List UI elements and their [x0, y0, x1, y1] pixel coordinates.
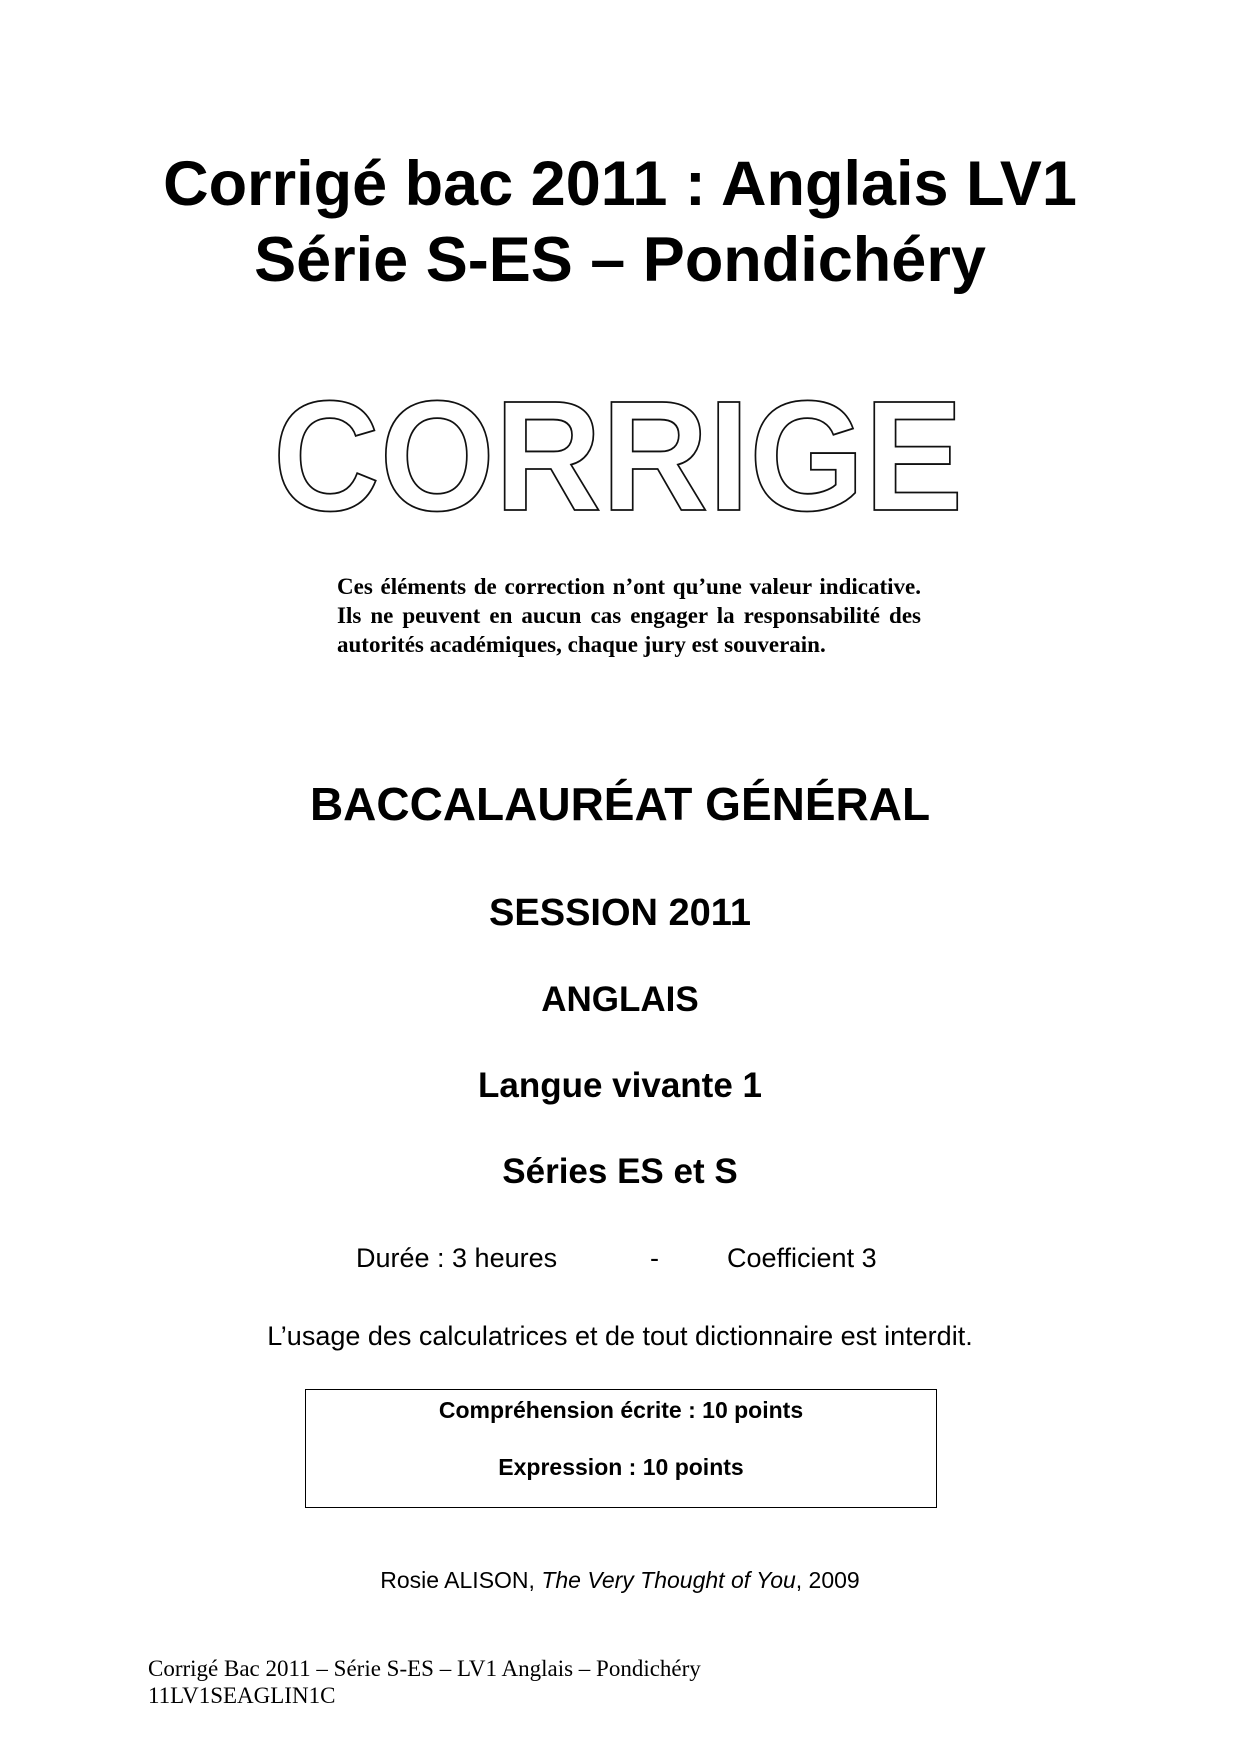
- corrige-stamp-text: CORRIGE: [273, 372, 963, 522]
- footer-document-label: Corrigé Bac 2011 – Série S-ES – LV1 Anglais – Pondichéry: [148, 1656, 701, 1681]
- source-year: , 2009: [795, 1567, 860, 1593]
- document-title-line-2: Série S-ES – Pondichéry: [254, 225, 986, 295]
- comprehension-points: Compréhension écrite : 10 points: [438, 1397, 804, 1423]
- calculator-dictionary-note: L’usage des calculatrices et de tout dictionnaire est interdit.: [267, 1321, 973, 1351]
- document-title-line-1: Corrigé bac 2011 : Anglais LV1: [163, 149, 1077, 219]
- exam-duration: Durée : 3 heures: [356, 1243, 558, 1273]
- points-breakdown-box: [305, 1389, 937, 1508]
- text-source-citation: [0, 1565, 1240, 1595]
- series-label: Séries ES et S: [502, 1152, 738, 1191]
- source-author: Rosie ALISON,: [380, 1567, 542, 1593]
- session-label: SESSION 2011: [489, 892, 751, 934]
- language-level-label: Langue vivante 1: [478, 1066, 762, 1105]
- footer-document-code: 11LV1SEAGLIN1C: [148, 1683, 336, 1708]
- exam-duration-coefficient-row: [0, 1240, 1240, 1276]
- baccalaureat-heading: BACCALAURÉAT GÉNÉRAL: [309, 778, 931, 830]
- duration-coefficient-separator: -: [650, 1243, 659, 1273]
- exam-coefficient: Coefficient 3: [727, 1243, 877, 1273]
- corrige-outline-stamp: [268, 372, 968, 522]
- expression-points: Expression : 10 points: [498, 1454, 744, 1480]
- source-book-title: The Very Thought of You: [541, 1567, 796, 1593]
- page-footer: [148, 1655, 701, 1709]
- correction-disclaimer: Ces éléments de correction n’ont qu’une valeur indicative. Ils ne peuvent en aucun cas engager la responsabilité des autorités académiques, chaque jury est souverain.: [337, 574, 921, 657]
- subject-label: ANGLAIS: [541, 980, 699, 1019]
